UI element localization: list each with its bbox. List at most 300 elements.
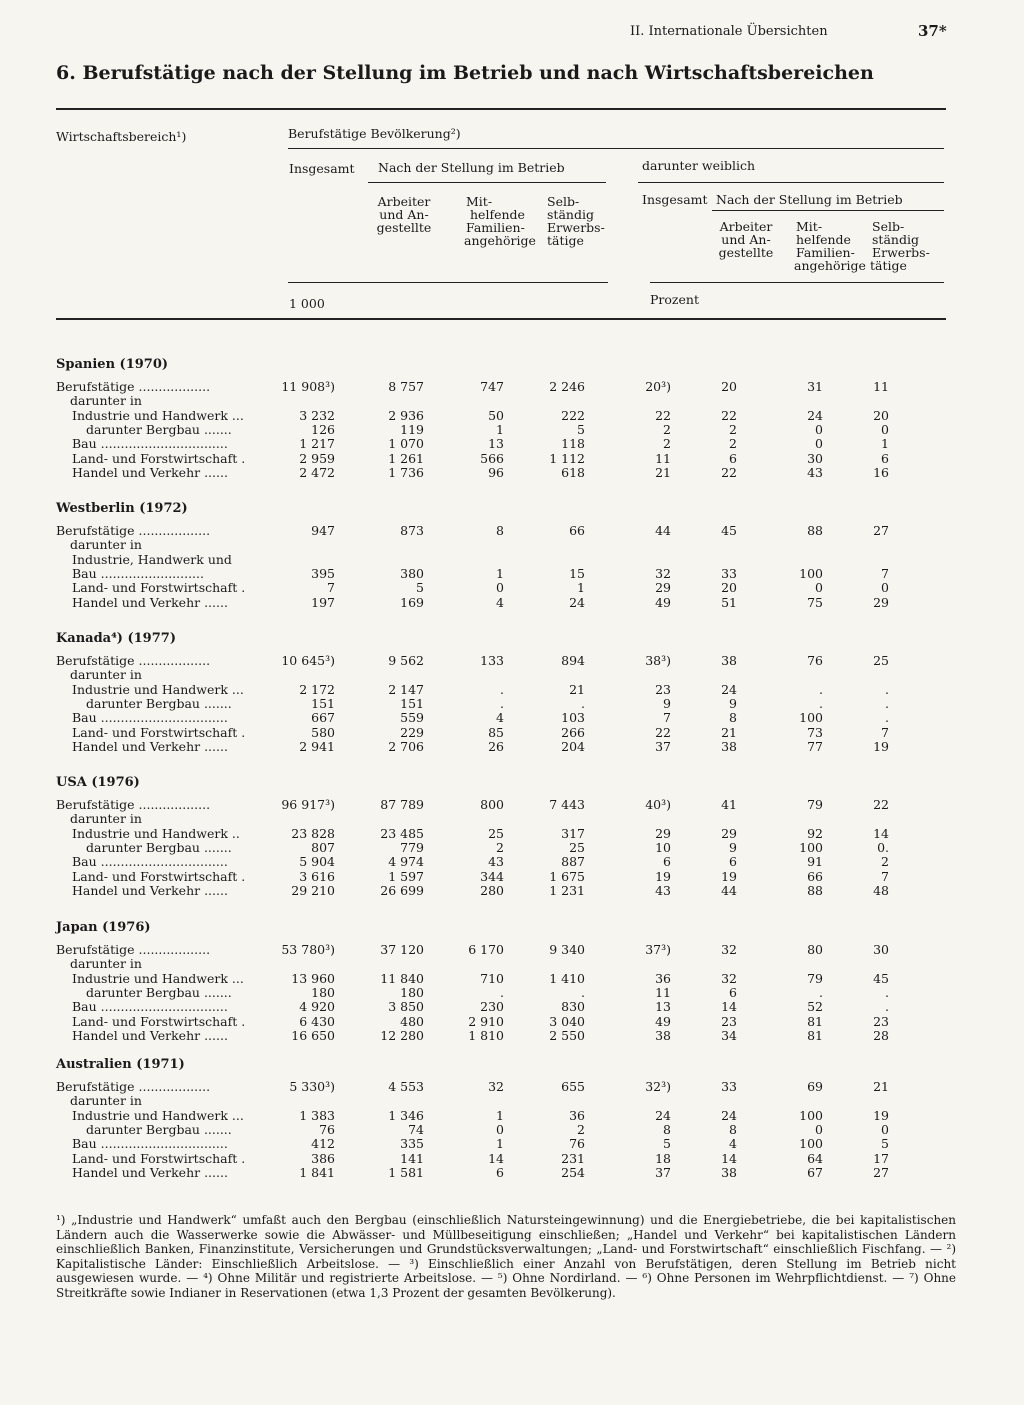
cell-value: . xyxy=(885,984,889,1000)
cell-value: 6 xyxy=(729,984,737,1000)
unit-percent: Prozent xyxy=(650,292,699,307)
top-rule xyxy=(56,108,946,110)
cell-value: 7 xyxy=(881,565,889,581)
cell-value: 8 xyxy=(729,1121,737,1137)
cell-value: 1 112 xyxy=(549,450,585,466)
cell-value: 49 xyxy=(655,594,671,610)
row-label: Land- und Forstwirtschaft . xyxy=(72,580,246,596)
cell-value: 380 xyxy=(400,565,424,581)
row-label: Bau ................................ xyxy=(72,1136,228,1152)
cell-value: 16 xyxy=(873,464,889,480)
cell-value: 22 xyxy=(721,464,737,480)
cell-value: 31 xyxy=(807,379,823,394)
cell-value: 151 xyxy=(400,695,424,711)
cell-value: 11 xyxy=(873,379,889,394)
cell-value: 1 383 xyxy=(299,1107,335,1123)
table-row xyxy=(0,1093,1024,1108)
cell-value: 1 xyxy=(496,421,504,437)
cell-value: . xyxy=(500,681,504,697)
cell-value: 412 xyxy=(311,1136,335,1152)
cell-value: 32 xyxy=(655,565,671,581)
col-arbeiter-w-l2: und An- xyxy=(721,232,771,247)
row-label: darunter in xyxy=(70,811,142,827)
cell-value: 23 xyxy=(721,1013,737,1029)
cell-value: 37 xyxy=(655,738,671,754)
cell-value: 22 xyxy=(655,724,671,740)
cell-value: . xyxy=(885,681,889,697)
cell-value: 151 xyxy=(311,695,335,711)
cell-value: 480 xyxy=(400,1013,424,1029)
cell-value: 229 xyxy=(400,724,424,740)
cell-value: 30 xyxy=(807,450,823,466)
cell-value: 5 904 xyxy=(299,854,335,870)
col-mithelfende-l2: helfende xyxy=(470,207,525,222)
cell-value: 23 xyxy=(655,681,671,697)
cell-value: 25 xyxy=(873,653,889,668)
cell-value: 2 xyxy=(729,421,737,437)
cell-value: 126 xyxy=(311,421,335,437)
running-title: II. Internationale Übersichten xyxy=(630,24,828,39)
row-label: Land- und Forstwirtschaft . xyxy=(72,724,246,740)
cell-value: 807 xyxy=(311,839,335,855)
row-label: Bau ................................ xyxy=(72,710,228,726)
cell-value: 103 xyxy=(561,710,585,726)
row-label: Handel und Verkehr ...... xyxy=(72,1164,228,1180)
cell-value: 29 xyxy=(655,825,671,841)
table-row xyxy=(0,537,1024,552)
cell-value: 30 xyxy=(873,942,889,957)
cell-value: 2 472 xyxy=(299,464,335,480)
cell-value: 28 xyxy=(873,1027,889,1043)
cell-value: 77 xyxy=(807,738,823,754)
cell-value: 6 170 xyxy=(468,942,504,957)
row-label: Land- und Forstwirtschaft . xyxy=(72,868,246,884)
cell-value: 69 xyxy=(807,1079,823,1094)
cell-value: 45 xyxy=(873,970,889,986)
table-row xyxy=(0,739,1024,754)
table-row xyxy=(0,725,1024,740)
cell-value: 1 xyxy=(496,565,504,581)
cell-value: . xyxy=(581,695,585,711)
cell-value: 2 xyxy=(663,436,671,452)
cell-value: 1 261 xyxy=(388,450,424,466)
cell-value: 88 xyxy=(807,882,823,898)
row-label: Handel und Verkehr ...... xyxy=(72,1027,228,1043)
cell-value: 91 xyxy=(807,854,823,870)
table-row xyxy=(0,696,1024,711)
cell-value: 5 330³) xyxy=(289,1079,335,1094)
cell-value: 141 xyxy=(400,1150,424,1166)
cell-value: 4 xyxy=(729,1136,737,1152)
cell-value: 92 xyxy=(807,825,823,841)
cell-value: . xyxy=(819,681,823,697)
cell-value: 7 xyxy=(881,868,889,884)
table-row xyxy=(0,408,1024,423)
table-row xyxy=(0,1165,1024,1180)
table-row xyxy=(0,1108,1024,1123)
table-row xyxy=(0,710,1024,725)
cell-value: 19 xyxy=(873,1107,889,1123)
row-label: darunter Bergbau ....... xyxy=(86,695,232,711)
table-row xyxy=(0,682,1024,697)
cell-value: 618 xyxy=(561,464,585,480)
cell-value: 280 xyxy=(480,882,504,898)
row-label: darunter in xyxy=(70,667,142,683)
cell-value: 1 410 xyxy=(549,970,585,986)
cell-value: 6 xyxy=(663,854,671,870)
cell-value: 0 xyxy=(881,421,889,437)
table-row xyxy=(0,942,1024,957)
cell-value: 11 840 xyxy=(380,970,424,986)
cell-value: 2 959 xyxy=(299,450,335,466)
cell-value: 180 xyxy=(400,984,424,1000)
cell-value: 335 xyxy=(400,1136,424,1152)
cell-value: 38³) xyxy=(645,653,671,668)
cell-value: 66 xyxy=(807,868,823,884)
cell-value: 947 xyxy=(311,523,335,538)
cell-value: 1 xyxy=(496,1107,504,1123)
cell-value: 29 xyxy=(721,825,737,841)
cell-value: 667 xyxy=(311,710,335,726)
cell-value: 2 xyxy=(577,1121,585,1137)
cell-value: 20 xyxy=(873,407,889,423)
col-selbstaendig-w-l4: tätige xyxy=(870,258,907,273)
section-title: Westberlin (1972) xyxy=(56,501,188,516)
cell-value: 395 xyxy=(311,565,335,581)
cell-value: 6 430 xyxy=(299,1013,335,1029)
cell-value: 21 xyxy=(721,724,737,740)
cell-value: 23 485 xyxy=(380,825,424,841)
cell-value: 22 xyxy=(655,407,671,423)
cell-value: 2 706 xyxy=(388,738,424,754)
cell-value: 6 xyxy=(496,1164,504,1180)
cell-value: 36 xyxy=(569,1107,585,1123)
cell-value: 96 xyxy=(488,464,504,480)
cell-value: 222 xyxy=(561,407,585,423)
cell-value: 38 xyxy=(721,653,737,668)
cell-value: 14 xyxy=(873,825,889,841)
cell-value: 50 xyxy=(488,407,504,423)
cell-value: 29 xyxy=(655,580,671,596)
cell-value: 25 xyxy=(569,839,585,855)
unit-thousands: 1 000 xyxy=(289,296,325,311)
cell-value: 32 xyxy=(721,942,737,957)
cell-value: 19 xyxy=(721,868,737,884)
cell-value: 10 645³) xyxy=(281,653,335,668)
col-darunter-weiblich: darunter weiblich xyxy=(642,158,756,173)
row-label: Bau ................................ xyxy=(72,436,228,452)
table-row xyxy=(0,653,1024,668)
row-label: Handel und Verkehr ...... xyxy=(72,882,228,898)
cell-value: 16 650 xyxy=(291,1027,335,1043)
cell-value: 6 xyxy=(729,854,737,870)
cell-value: 266 xyxy=(561,724,585,740)
cell-value: 11 908³) xyxy=(281,379,335,394)
page-number: 37* xyxy=(918,22,947,40)
header-rule-2b xyxy=(638,182,944,183)
cell-value: 2 550 xyxy=(549,1027,585,1043)
col-selbstaendig-w-l2: ständig xyxy=(872,232,919,247)
cell-value: 655 xyxy=(561,1079,585,1094)
cell-value: 27 xyxy=(873,523,889,538)
cell-value: 33 xyxy=(721,1079,737,1094)
cell-value: 2 936 xyxy=(388,407,424,423)
cell-value: 27 xyxy=(873,1164,889,1180)
table-row xyxy=(0,379,1024,394)
cell-value: 44 xyxy=(721,882,737,898)
header-bottom-rule xyxy=(56,318,946,320)
cell-value: . xyxy=(819,695,823,711)
cell-value: 38 xyxy=(721,738,737,754)
cell-value: 49 xyxy=(655,1013,671,1029)
cell-value: 29 xyxy=(873,594,889,610)
table-row xyxy=(0,826,1024,841)
cell-value: 873 xyxy=(400,523,424,538)
table-row xyxy=(0,869,1024,884)
cell-value: 51 xyxy=(721,594,737,610)
cell-value: 0. xyxy=(877,839,889,855)
cell-value: 254 xyxy=(561,1164,585,1180)
cell-value: 169 xyxy=(400,594,424,610)
cell-value: 3 040 xyxy=(549,1013,585,1029)
cell-value: 14 xyxy=(488,1150,504,1166)
cell-value: 133 xyxy=(480,653,504,668)
cell-value: 21 xyxy=(655,464,671,480)
col-selbstaendig-w-l3: Erwerbs- xyxy=(872,245,930,260)
cell-value: 9 xyxy=(729,839,737,855)
cell-value: 37³) xyxy=(645,942,671,957)
table-row xyxy=(0,523,1024,538)
cell-value: 43 xyxy=(655,882,671,898)
cell-value: 9 340 xyxy=(549,942,585,957)
row-label: darunter in xyxy=(70,1093,142,1109)
cell-value: 4 xyxy=(496,710,504,726)
table-row xyxy=(0,883,1024,898)
cell-value: 4 553 xyxy=(388,1079,424,1094)
col-arbeiter-l2: und An- xyxy=(379,207,429,222)
cell-value: 0 xyxy=(496,1121,504,1137)
col-mithelfende-l4: angehörige xyxy=(464,233,536,248)
cell-value: 24 xyxy=(721,1107,737,1123)
cell-value: 11 xyxy=(655,984,671,1000)
unit-rule-right xyxy=(650,282,944,283)
cell-value: 1 346 xyxy=(388,1107,424,1123)
cell-value: 81 xyxy=(807,1013,823,1029)
cell-value: . xyxy=(819,984,823,1000)
cell-value: 1 810 xyxy=(468,1027,504,1043)
cell-value: 747 xyxy=(480,379,504,394)
cell-value: 197 xyxy=(311,594,335,610)
cell-value: 566 xyxy=(480,450,504,466)
table-row xyxy=(0,971,1024,986)
cell-value: 8 xyxy=(729,710,737,726)
cell-value: 5 xyxy=(663,1136,671,1152)
row-label: Berufstätige .................. xyxy=(56,797,211,812)
cell-value: 7 xyxy=(663,710,671,726)
cell-value: 1 231 xyxy=(549,882,585,898)
cell-value: 10 xyxy=(655,839,671,855)
table-row xyxy=(0,1079,1024,1094)
cell-value: 118 xyxy=(561,436,585,452)
cell-value: 9 xyxy=(663,695,671,711)
row-label: Handel und Verkehr ...... xyxy=(72,738,228,754)
col-selbstaendig-l4: tätige xyxy=(547,233,584,248)
table-row xyxy=(0,811,1024,826)
cell-value: 22 xyxy=(721,407,737,423)
cell-value: 1 070 xyxy=(388,436,424,452)
table-row xyxy=(0,451,1024,466)
row-label: darunter Bergbau ....... xyxy=(86,1121,232,1137)
cell-value: 5 xyxy=(881,1136,889,1152)
col-mithelfende-w-l3: Familien- xyxy=(796,245,855,260)
cell-value: 1 841 xyxy=(299,1164,335,1180)
cell-value: 830 xyxy=(561,999,585,1015)
cell-value: 2 xyxy=(663,421,671,437)
cell-value: 17 xyxy=(873,1150,889,1166)
cell-value: 4 974 xyxy=(388,854,424,870)
cell-value: 2 xyxy=(881,854,889,870)
cell-value: 119 xyxy=(400,421,424,437)
table-row xyxy=(0,393,1024,408)
col-nach-stellung: Nach der Stellung im Betrieb xyxy=(378,160,565,175)
cell-value: 75 xyxy=(807,594,823,610)
cell-value: 34 xyxy=(721,1027,737,1043)
table-row xyxy=(0,840,1024,855)
cell-value: 230 xyxy=(480,999,504,1015)
row-label: Industrie und Handwerk ... xyxy=(72,1107,244,1123)
cell-value: . xyxy=(885,710,889,726)
cell-value: 19 xyxy=(873,738,889,754)
cell-value: 2 172 xyxy=(299,681,335,697)
cell-value: 74 xyxy=(408,1121,424,1137)
cell-value: 48 xyxy=(873,882,889,898)
cell-value: 0 xyxy=(815,421,823,437)
cell-value: 45 xyxy=(721,523,737,538)
cell-value: 13 xyxy=(488,436,504,452)
cell-value: 3 850 xyxy=(388,999,424,1015)
cell-value: 3 232 xyxy=(299,407,335,423)
cell-value: 100 xyxy=(799,1107,823,1123)
row-label: Land- und Forstwirtschaft . xyxy=(72,1150,246,1166)
cell-value: 6 xyxy=(881,450,889,466)
footnotes: ¹) „Industrie und Handwerk“ umfaßt auch den Bergbau (einschließlich Natursteingewinnung) und die Energiebetriebe, die bei kapitalistischen Ländern auch die Wasserwerke sowie die Abwässer- und Müllbeseitigung einschließen; „Handel und Verkehr“ bei kapitalistischen Ländern einschließlich Banken, Finanzinstitute, Versicherungen und Grundstücksverwaltungen; „Land- und Forstwirtschaft“ einschließlich Fischfang. — ²) Kapitalistische Länder: Einschließlich Arbeitslose. — ³) Einschließlich einer Anzahl von Berufstätigen, deren Stellung im Betrieb nicht ausgewiesen wurde. — ⁴) Ohne Militär und registrierte Arbeitslose. — ⁵) Ohne Nordirland. — ⁶) Ohne Personen im Wehrpflichtdienst. — ⁷) Ohne Streitkräfte sowie Indianer in Reservationen (etwa 1,3 Prozent der gesamten Bevölkerung). xyxy=(56,1213,956,1300)
col-selbstaendig-w-l1: Selb- xyxy=(872,219,905,234)
row-label: darunter in xyxy=(70,537,142,553)
cell-value: 21 xyxy=(569,681,585,697)
row-label: Industrie, Handwerk und xyxy=(72,551,232,567)
header-rule-3 xyxy=(712,210,944,211)
cell-value: 4 920 xyxy=(299,999,335,1015)
cell-value: 1 675 xyxy=(549,868,585,884)
header-rule-1 xyxy=(288,148,944,149)
table-row xyxy=(0,422,1024,437)
cell-value: 7 xyxy=(327,580,335,596)
row-label: Bau .......................... xyxy=(72,565,204,581)
cell-value: 43 xyxy=(488,854,504,870)
cell-value: 2 941 xyxy=(299,738,335,754)
cell-value: 6 xyxy=(729,450,737,466)
row-label: Bau ................................ xyxy=(72,999,228,1015)
cell-value: 344 xyxy=(480,868,504,884)
cell-value: 20³) xyxy=(645,379,671,394)
cell-value: 21 xyxy=(873,1079,889,1094)
cell-value: 9 562 xyxy=(388,653,424,668)
cell-value: 5 xyxy=(416,580,424,596)
table-row xyxy=(0,580,1024,595)
cell-value: 3 616 xyxy=(299,868,335,884)
row-label: darunter Bergbau ....... xyxy=(86,839,232,855)
cell-value: 887 xyxy=(561,854,585,870)
cell-value: 44 xyxy=(655,523,671,538)
table-row xyxy=(0,566,1024,581)
cell-value: 24 xyxy=(655,1107,671,1123)
cell-value: 32 xyxy=(721,970,737,986)
cell-value: 1 217 xyxy=(299,436,335,452)
row-label: darunter Bergbau ....... xyxy=(86,421,232,437)
cell-value: 87 789 xyxy=(380,797,424,812)
cell-value: 710 xyxy=(480,970,504,986)
table-row xyxy=(0,985,1024,1000)
cell-value: 8 xyxy=(663,1121,671,1137)
row-label: Berufstätige .................. xyxy=(56,942,211,957)
col-arbeiter-l1: Arbeiter xyxy=(377,194,431,209)
cell-value: 66 xyxy=(569,523,585,538)
cell-value: . xyxy=(885,999,889,1015)
cell-value: 1 xyxy=(881,436,889,452)
cell-value: 100 xyxy=(799,710,823,726)
cell-value: 88 xyxy=(807,523,823,538)
header-rule-2a xyxy=(368,182,606,183)
cell-value: 73 xyxy=(807,724,823,740)
cell-value: 25 xyxy=(488,825,504,841)
row-label: darunter in xyxy=(70,393,142,409)
col-selbstaendig-l1: Selb- xyxy=(547,194,580,209)
cell-value: 41 xyxy=(721,797,737,812)
cell-value: 559 xyxy=(400,710,424,726)
col-nach-stellung-weiblich: Nach der Stellung im Betrieb xyxy=(716,192,903,207)
table-row xyxy=(0,667,1024,682)
table-row xyxy=(0,1151,1024,1166)
row-label: Berufstätige .................. xyxy=(56,1079,211,1094)
cell-value: 1 597 xyxy=(388,868,424,884)
table-row xyxy=(0,552,1024,567)
cell-value: 0 xyxy=(815,580,823,596)
cell-value: 0 xyxy=(496,580,504,596)
section-title: USA (1976) xyxy=(56,775,140,790)
cell-value: 15 xyxy=(569,565,585,581)
cell-value: 81 xyxy=(807,1027,823,1043)
col-mithelfende-w-l1: Mit- xyxy=(796,219,823,234)
table-row xyxy=(0,1136,1024,1151)
cell-value: 85 xyxy=(488,724,504,740)
cell-value: 1 736 xyxy=(388,464,424,480)
cell-value: 0 xyxy=(815,1121,823,1137)
cell-value: 14 xyxy=(721,1150,737,1166)
table-row xyxy=(0,465,1024,480)
cell-value: . xyxy=(500,984,504,1000)
cell-value: 40³) xyxy=(645,797,671,812)
col-mithelfende-l3: Familien- xyxy=(466,220,525,235)
row-label: darunter Bergbau ....... xyxy=(86,984,232,1000)
cell-value: 53 780³) xyxy=(281,942,335,957)
col-insgesamt: Insgesamt xyxy=(289,161,355,176)
col-mithelfende-l1: Mit- xyxy=(466,194,493,209)
cell-value: 894 xyxy=(561,653,585,668)
cell-value: 32 xyxy=(488,1079,504,1094)
row-label: Berufstätige .................. xyxy=(56,523,211,538)
row-label: Berufstätige .................. xyxy=(56,379,211,394)
cell-value: 64 xyxy=(807,1150,823,1166)
